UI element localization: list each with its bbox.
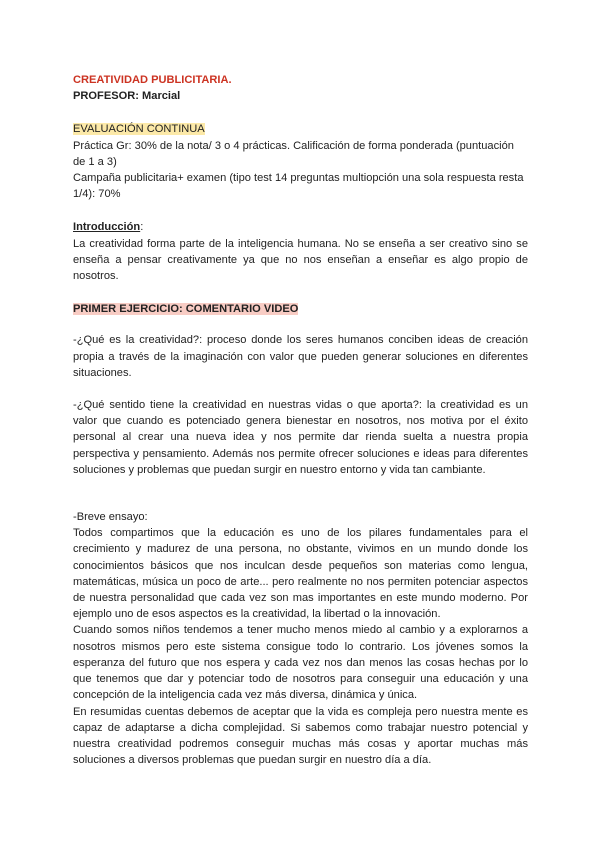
spacer [73,381,528,397]
exercise-question-2: -¿Qué sentido tiene la creatividad en nuestras vidas o que aporta?: la creatividad es un valor que cuando es potenciado genera bienestar en nosotros, nos motiva por el éxito personal al crear una nueva idea y nos permite dar rienda suelta a nuestra propia perspectiva y pensamiento. Además nos permite ofrecer soluciones e ideas para diferentes soluciones y problemas que puedan surgir en nuestro entorno y vida tan cambiante. [73,399,528,476]
essay-paragraph-1: Todos compartimos que la educación es uno de los pilares fundamentales para el crecimiento y madurez de una persona, no obstante, vivimos en un mundo donde los conocimientos básicos que nos inculcan desde pequeños son materias como lengua, matemáticas, música un poco de arte... pero realmente no nos permiten potenciar aspectos de nuestra personalidad que cada vez son mas importantes en este mundo moderno. Por ejemplo uno de esos aspectos es la creatividad, la libertad o la innovación. [73,527,528,621]
evaluation-heading: EVALUACIÓN CONTINUA [73,123,205,136]
spacer [73,317,528,332]
spacer [73,104,528,121]
spacer [73,202,528,219]
exercise-heading: PRIMER EJERCICIO: COMENTARIO VIDEO [73,303,299,316]
essay-paragraph-2: Cuando somos niños tendemos a tener mucho menos miedo al cambio y a explorarnos a nosotros mismos pero este sistema consigue todo lo contrario. Los jóvenes somos la esperanza del futuro que nos espera y cada vez nos dan menos las cosas hechas por lo que tenemos que dar y potenciar todo de nosotros para conseguir una educación y una concepción de la inteligencia cada vez más diversa, dinámica y única. [73,624,528,702]
exercise-question-1: -¿Qué es la creatividad?: proceso donde los seres humanos conciben ideas de creación propia a través de la imaginación con valor que pueden generar soluciones en diferentes situaciones. [73,334,528,379]
intro-heading-colon: : [140,221,144,234]
intro-text: La creatividad forma parte de la inteligencia humana. No se enseña a ser creativo sino se enseña a pensar creativamente ya que no nos enseñan a enseñar es algo propio de nosotros. [73,237,528,283]
course-title: CREATIVIDAD PUBLICITARIA. [73,74,232,86]
evaluation-line-1: Práctica Gr: 30% de la nota/ 3 o 4 prácticas. Calificación de forma ponderada (puntuación de 1 a 3) [73,139,514,168]
intro-heading-row [73,219,528,235]
exercise-heading-row [73,301,528,317]
intro-heading: Introducción [73,221,141,234]
evaluation-line-2: Campaña publicitaria+ examen (tipo test 14 preguntas multiopción una sola respuesta resta 1/4): 70% [73,172,524,201]
professor-line: PROFESOR: Marcial [73,90,181,103]
essay-label: -Breve ensayo: [73,511,148,524]
essay-paragraph-3: En resumidas cuentas debemos de aceptar que la vida es compleja pero nuestra mente es capaz de adaptarse a dicha complejidad. Si sabemos como trabajar nuestro potencial y nuestra creatividad podremos conseguir muchas más cosas y aportar muchas más soluciones a diversos problemas que puedan surgir en nuestro día a día. [73,705,528,767]
evaluation-heading-row [73,121,528,137]
spacer [73,478,528,509]
spacer [73,284,528,301]
